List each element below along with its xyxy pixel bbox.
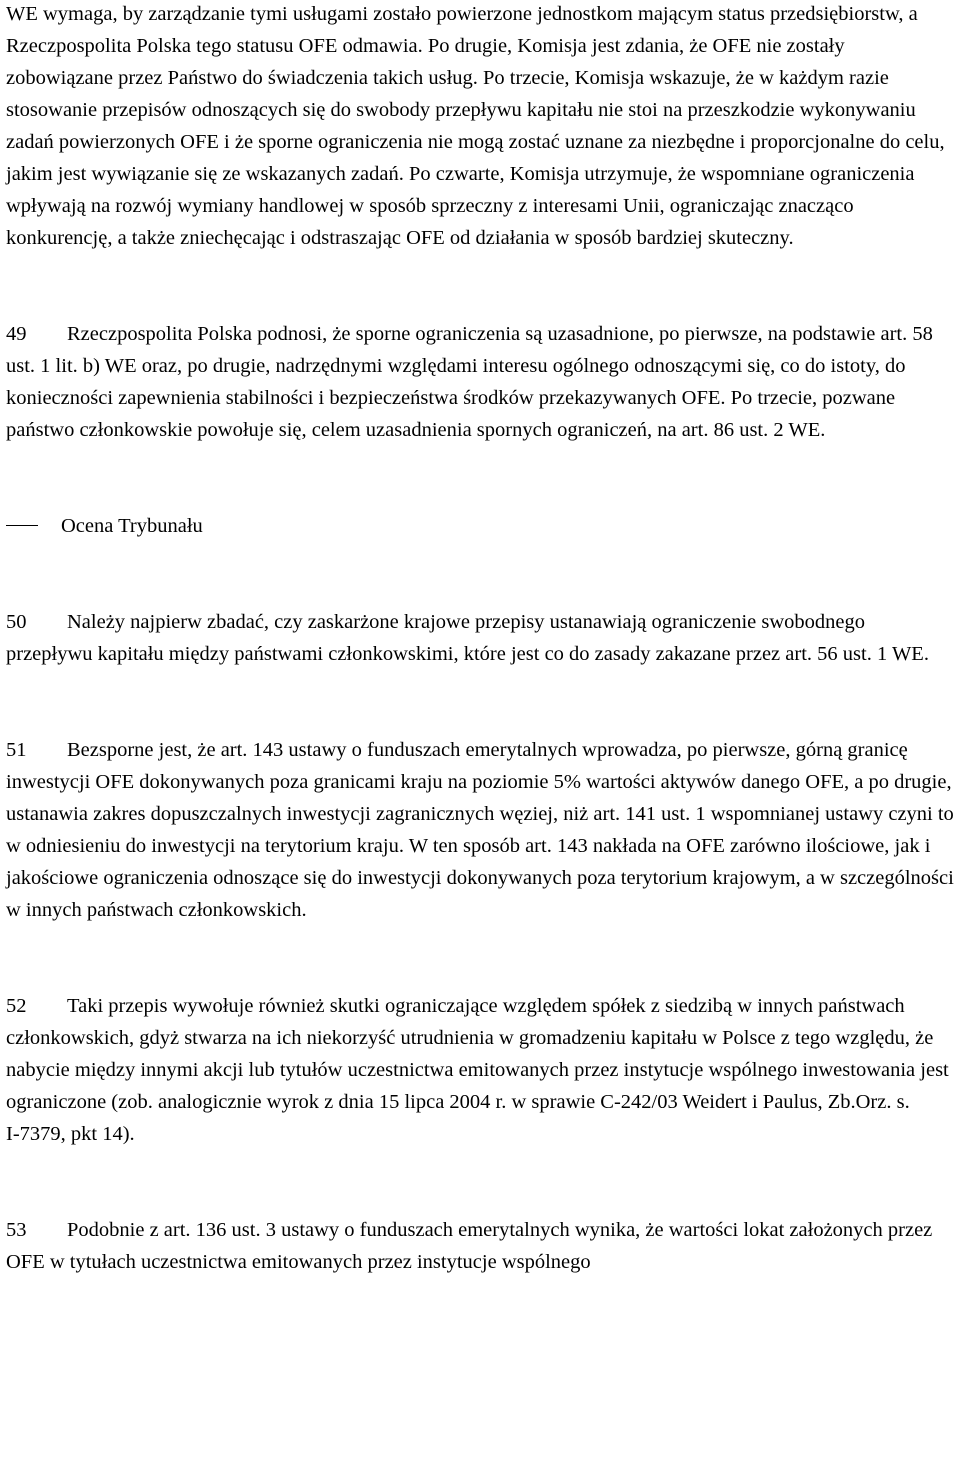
- paragraph-text: Należy najpierw zbadać, czy zaskarżone krajowe przepisy ustanawiają ograniczenie swobodnego przepływu kapitału między państwami członkowskimi, które jest co do zasady zakazane przez art. 56 ust. 1 WE.: [6, 611, 929, 665]
- paragraph-number: 49: [6, 323, 27, 345]
- paragraph-number: 52: [6, 995, 27, 1017]
- spacer: [6, 1150, 956, 1214]
- paragraph-number: 53: [6, 1219, 27, 1241]
- paragraph-text: Podobnie z art. 136 ust. 3 ustawy o funduszach emerytalnych wynika, że wartości lokat założonych przez OFE w tytułach uczestnictwa emitowanych przez instytucje wspólnego: [6, 1219, 933, 1273]
- dash-marker: [6, 525, 38, 526]
- paragraph-number: 51: [6, 739, 27, 761]
- intro-paragraph-text: WE wymaga, by zarządzanie tymi usługami zostało powierzone jednostkom mającym status przedsiębiorstw, a Rzeczpospolita Polska tego statusu OFE odmawia. Po drugie, Komisja jest zdania, że OFE nie zostały zobowiązane przez Państwo do świadczenia takich usług. Po trzecie, Komisja wskazuje, że w każdym razie stosowanie przepisów odnoszących się do swobody przepływu kapitału nie stoi na przeszkodzie wykonywaniu zadań powierzonych OFE i że sporne ograniczenia nie mogą zostać uznane za niezbędne i proporcjonalne do celu, jakim jest wywiązanie się ze wskazanych zadań. Po czwarte, Komisja utrzymuje, że wspomniane ograniczenia wpływają na rozwój wymiany handlowej w sposób sprzeczny z interesami Unii, ograniczając znacząco konkurencję, a także zniechęcając i odstraszając OFE od działania w sposób bardziej skuteczny.: [6, 3, 945, 249]
- paragraph-49: [6, 318, 956, 446]
- paragraph-50: [6, 606, 956, 670]
- paragraph-text: Bezsporne jest, że art. 143 ustawy o funduszach emerytalnych wprowadza, po pierwsze, górną granicę inwestycji OFE dokonywanych poza granicami kraju na poziomie 5% wartości aktywów danego OFE, a po drugie, ustanawia zakres dopuszczalnych inwestycji zagranicznych węziej, niż art. 141 ust. 1 wspomnianej ustawy czyni to w odniesieniu do inwestycji na terytorium kraju. W ten sposób art. 143 nakłada na OFE zarówno ilościowe, jak i jakościowe ograniczenia odnoszące się do inwestycji dokonywanych poza terytorium krajowym, a w szczególności w innych państwach członkowskich.: [6, 739, 954, 921]
- document-page: [6, 0, 956, 1278]
- section-heading: [6, 510, 956, 542]
- paragraph-52: [6, 990, 956, 1150]
- paragraph-text: Rzeczpospolita Polska podnosi, że sporne ograniczenia są uzasadnione, po pierwsze, na podstawie art. 58 ust. 1 lit. b) WE oraz, po drugie, nadrzędnymi względami interesu ogólnego odnoszącymi się, co do istoty, do konieczności zapewnienia stabilności i bezpieczeństwa środków przekazywanych OFE. Po trzecie, pozwane państwo członkowskie powołuje się, celem uzasadnienia spornych ograniczeń, na art. 86 ust. 2 WE.: [6, 323, 933, 441]
- section-heading-text: Ocena Trybunału: [61, 515, 203, 537]
- paragraph-53: [6, 1214, 956, 1278]
- spacer: [6, 926, 956, 990]
- spacer: [6, 542, 956, 606]
- intro-paragraph: [6, 0, 956, 254]
- paragraph-number: 50: [6, 611, 27, 633]
- paragraph-51: [6, 734, 956, 926]
- spacer: [6, 670, 956, 734]
- spacer: [6, 254, 956, 318]
- spacer: [6, 446, 956, 510]
- paragraph-text: Taki przepis wywołuje również skutki ograniczające względem spółek z siedzibą w innych państwach członkowskich, gdyż stwarza na ich niekorzyść utrudnienia w gromadzeniu kapitału w Polsce z tego względu, że nabycie między innymi akcji lub tytułów uczestnictwa emitowanych przez instytucje wspólnego inwestowania jest ograniczone (zob. analogicznie wyrok z dnia 15 lipca 2004 r. w sprawie C‑242/03 Weidert i Paulus, Zb.Orz. s. I‑7379, pkt 14).: [6, 995, 949, 1145]
